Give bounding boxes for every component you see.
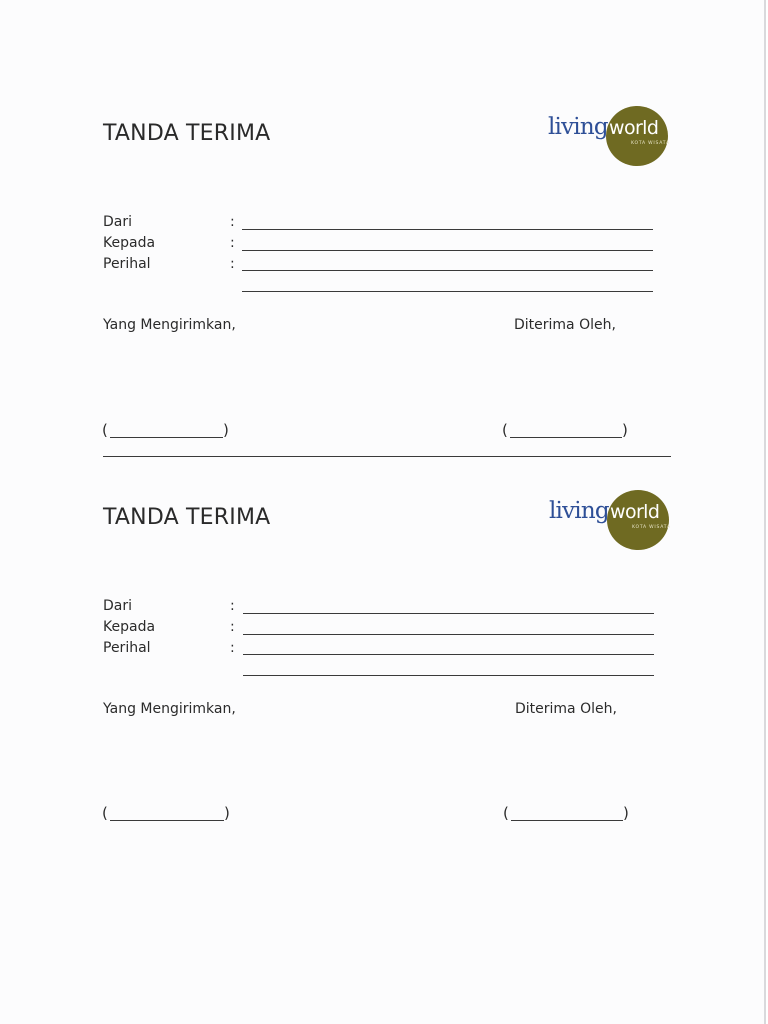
field-line-perihal[interactable] xyxy=(242,270,653,271)
field-colon: : xyxy=(230,214,235,230)
field-line-perihal[interactable] xyxy=(243,654,654,655)
logo-text-living: living xyxy=(548,114,608,140)
field-colon: : xyxy=(230,598,235,614)
sender-label: Yang Mengirimkan, xyxy=(103,701,236,717)
living-world-logo xyxy=(549,490,679,554)
field-colon: : xyxy=(230,235,235,251)
logo-text-sub: KOTA WISATA xyxy=(631,141,670,146)
living-world-logo xyxy=(548,106,678,170)
field-colon: : xyxy=(230,256,235,272)
paren-open: ( xyxy=(502,421,508,439)
receiver-signature-blank[interactable] xyxy=(503,804,633,824)
paren-open: ( xyxy=(102,804,108,822)
field-label-kepada: Kepada xyxy=(103,235,156,251)
receipt-form-bottom xyxy=(0,384,764,822)
paren-open: ( xyxy=(102,421,108,439)
field-line-dari[interactable] xyxy=(242,229,653,230)
field-label-dari: Dari xyxy=(103,598,133,614)
logo-text-living: living xyxy=(549,498,609,524)
paren-close: ) xyxy=(622,421,628,439)
logo-text-world: world xyxy=(610,501,660,523)
field-line-perihal-continued[interactable] xyxy=(242,291,653,292)
receiver-label: Diterima Oleh, xyxy=(515,701,617,717)
field-label-perihal: Perihal xyxy=(103,640,151,656)
field-label-dari: Dari xyxy=(103,214,133,230)
receipt-title: TANDA TERIMA xyxy=(103,505,271,530)
paren-open: ( xyxy=(503,804,509,822)
paren-close: ) xyxy=(623,804,629,822)
logo-text-sub: KOTA WISATA xyxy=(632,525,671,530)
field-line-kepada[interactable] xyxy=(243,634,654,635)
field-colon: : xyxy=(230,619,235,635)
sender-signature-blank[interactable] xyxy=(102,804,232,824)
paren-close: ) xyxy=(224,804,230,822)
field-line-kepada[interactable] xyxy=(242,250,653,251)
receipt-title: TANDA TERIMA xyxy=(103,121,271,146)
sender-label: Yang Mengirimkan, xyxy=(103,317,236,333)
receipt-form-top xyxy=(0,0,764,439)
field-line-dari[interactable] xyxy=(243,613,654,614)
receiver-label: Diterima Oleh, xyxy=(514,317,616,333)
signature-line xyxy=(110,820,224,821)
field-line-perihal-continued[interactable] xyxy=(243,675,654,676)
paren-close: ) xyxy=(223,421,229,439)
field-label-kepada: Kepada xyxy=(103,619,156,635)
signature-line xyxy=(511,820,623,821)
field-colon: : xyxy=(230,640,235,656)
field-label-perihal: Perihal xyxy=(103,256,151,272)
logo-text-world: world xyxy=(609,117,659,139)
